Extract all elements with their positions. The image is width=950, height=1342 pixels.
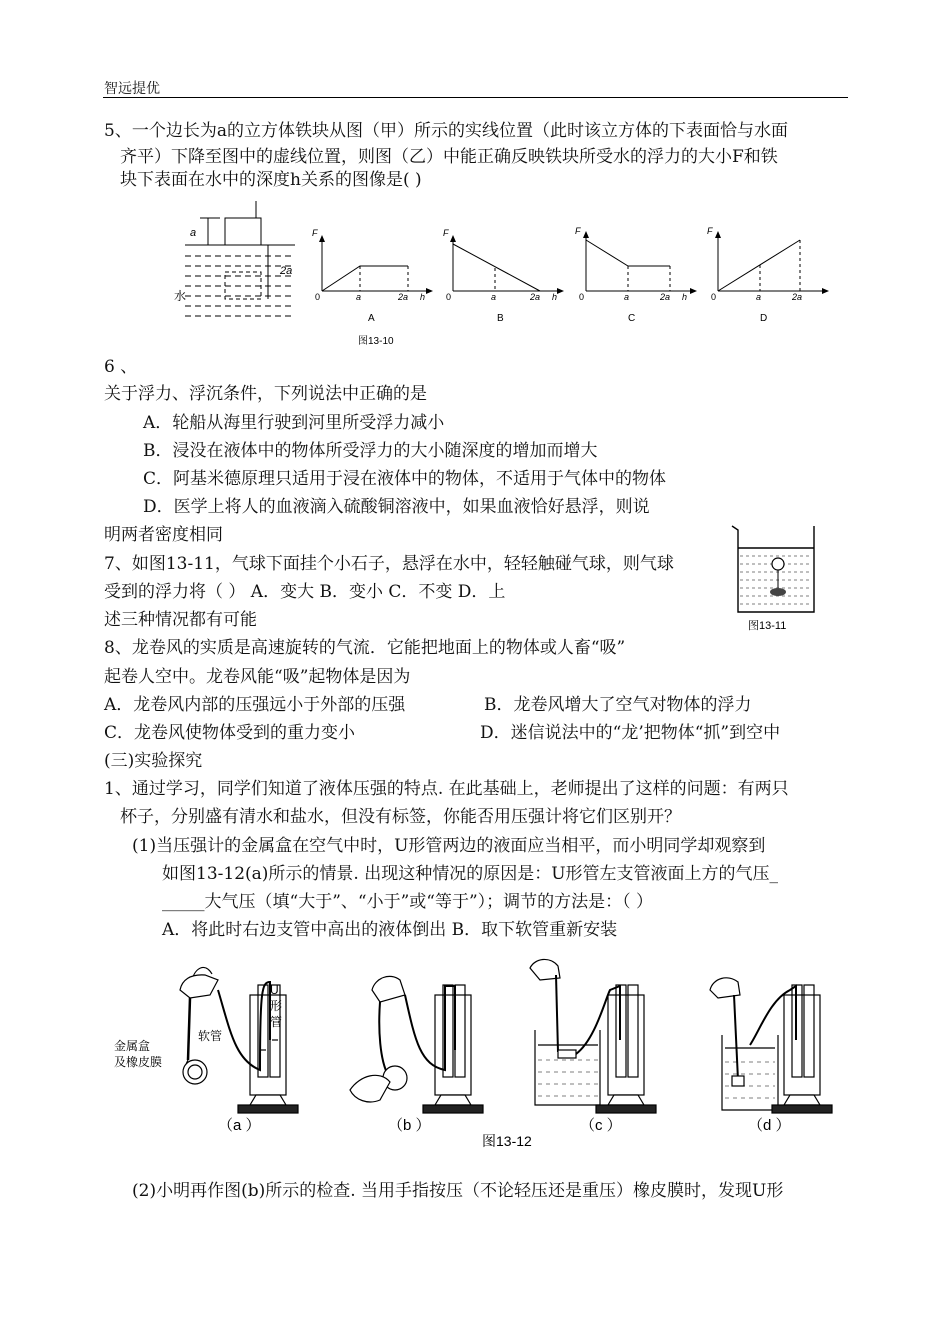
graph-d-tick-2a: 2a <box>792 292 803 302</box>
manometer-d <box>710 978 832 1113</box>
label-2a: 2a <box>280 265 293 277</box>
graph-a-tick-2a: 2a <box>398 292 409 302</box>
graph-a-origin: 0 <box>315 292 321 302</box>
label-metal-box: 金属盒 <box>114 1039 151 1053</box>
e1-part2-line-1: (2)小明再作图(b)所示的检查. 当用手指按压（不论轻压还是重压）橡皮膜时，发现U形 <box>132 1181 784 1201</box>
graph-a-label: A <box>368 313 375 324</box>
cube-water-diagram <box>185 201 295 316</box>
q6-option-c: C．阿基米德原理只适用于浸在液体中的物体，不适用于气体中的物体 <box>143 469 667 489</box>
graph-b-origin: 0 <box>446 292 452 302</box>
graph-c-axis-h: h <box>682 292 688 302</box>
q8-option-d: D．迷信说法中的“龙’把物体“抓”到空中 <box>480 723 781 743</box>
e1-line-1: 1、通过学习，同学们知道了液体压强的特点. 在此基础上，老师提出了这样的问题：有两只 <box>104 779 789 799</box>
graph-b-label: B <box>497 313 504 324</box>
subfig-a-label: （a ） <box>218 1117 261 1134</box>
figure-13-10 <box>170 196 840 356</box>
graph-b-axis-h: h <box>552 292 558 302</box>
graph-c-axis-f: F <box>575 226 581 236</box>
figure-13-11 <box>728 522 828 634</box>
graph-a-tick-a: a <box>356 292 362 302</box>
q8-option-a: A．龙卷风内部的压强远小于外部的压强 <box>104 695 406 715</box>
graph-c-tick-2a: 2a <box>660 292 671 302</box>
e1-part1-line-4: A．将此时右边支管中高出的液体倒出 B．取下软管重新安装 <box>162 920 618 940</box>
label-hose: 软管 <box>198 1029 223 1043</box>
graph-d-label: D <box>760 313 768 324</box>
q6-stem: 关于浮力、浮沉条件，下列说法中正确的是 <box>104 384 427 404</box>
q5-line-2: 齐平）下降至图中的虚线位置，则图（乙）中能正确反映铁块所受水的浮力的大小F和铁 <box>120 147 778 167</box>
label-tube: 管 <box>270 1015 283 1029</box>
manometer-c <box>530 959 656 1113</box>
q7-line-3: 述三种情况都有可能 <box>104 610 257 630</box>
graph-b <box>453 236 563 291</box>
graph-c-origin: 0 <box>579 292 585 302</box>
q6-option-d-line-1: D．医学上将人的血液滴入硫酸铜溶液中，如果血液恰好悬浮，则说 <box>143 497 650 517</box>
q5-line-1: 5、一个边长为a的立方体铁块从图（甲）所示的实线位置（此时该立方体的下表面恰与水面 <box>104 121 788 141</box>
balloon-icon <box>772 558 784 570</box>
subfig-c-label: （c ） <box>580 1117 622 1134</box>
figure-13-12-caption: 图13-12 <box>482 1133 532 1149</box>
q8-option-c: C．龙卷风使物体受到的重力变小 <box>104 723 356 743</box>
graph-d-origin: 0 <box>711 292 717 302</box>
label-a: a <box>190 227 197 239</box>
graph-c <box>586 232 696 291</box>
label-u: U <box>270 983 279 997</box>
section-title: (三)实验探究 <box>104 751 203 771</box>
label-shape: 形 <box>270 999 283 1013</box>
graph-c-label: C <box>628 313 636 324</box>
graph-d-tick-a: a <box>756 292 762 302</box>
q7-line-1: 7、如图13-11，气球下面挂个小石子，悬浮在水中，轻轻触碰气球，则气球 <box>104 554 674 574</box>
graph-a <box>322 236 432 291</box>
graph-a-axis-h: h <box>420 292 426 302</box>
q5-line-3: 块下表面在水中的深度h关系的图像是( ) <box>120 170 422 190</box>
q6-option-a: A．轮船从海里行驶到河里所受浮力减小 <box>143 413 445 433</box>
graph-b-tick-a: a <box>491 292 497 302</box>
header-rule <box>103 97 848 98</box>
q8-line-2: 起卷人空中。龙卷风能“吸”起物体是因为 <box>104 667 411 687</box>
figure-13-10-caption: 图13-10 <box>358 336 394 347</box>
q6-option-b: B．浸没在液体中的物体所受浮力的大小随深度的增加而增大 <box>143 441 598 461</box>
graph-b-axis-f: F <box>443 228 449 238</box>
graph-c-tick-a: a <box>624 292 630 302</box>
q6-option-d-line-2: 明两者密度相同 <box>104 525 223 545</box>
e1-part1-line-3: _____大气压（填“大于”、“小于”或“等于”）；调节的方法是：（ ） <box>162 892 654 912</box>
subfig-b-label: （b ） <box>388 1117 431 1134</box>
figure-13-11-caption: 图13-11 <box>748 620 787 632</box>
q6-number: 6 、 <box>104 357 138 377</box>
manometer-b <box>350 976 483 1113</box>
stone-icon <box>770 588 786 596</box>
e1-part1-line-1: (1)当压强计的金属盒在空气中时，U形管两边的液面应当相平，而小明同学却观察到 <box>132 836 766 856</box>
graph-a-axis-f: F <box>312 228 318 238</box>
q8-line-1: 8、龙卷风的实质是高速旋转的气流．它能把地面上的物体或人畜“吸” <box>104 638 626 658</box>
q7-line-2: 受到的浮力将（ ） A．变大 B．变小 C．不变 D．上 <box>104 582 506 602</box>
graph-d <box>718 232 828 291</box>
figure-13-12 <box>110 950 840 1155</box>
label-membrane: 及橡皮膜 <box>114 1055 163 1069</box>
graph-b-tick-2a: 2a <box>530 292 541 302</box>
page-header: 智远提优 <box>104 81 160 97</box>
e1-line-2: 杯子，分别盛有清水和盐水，但没有标签，你能否用压强计将它们区别开？ <box>120 807 681 827</box>
label-water: 水 <box>174 289 187 303</box>
q8-option-b: B．龙卷风增大了空气对物体的浮力 <box>484 695 752 715</box>
e1-part1-line-2: 如图13-12(a)所示的情景. 出现这种情况的原因是：U形管左支管液面上方的气压_ <box>162 864 779 884</box>
graph-d-axis-f: F <box>707 226 713 236</box>
subfig-d-label: （d ） <box>748 1117 791 1134</box>
